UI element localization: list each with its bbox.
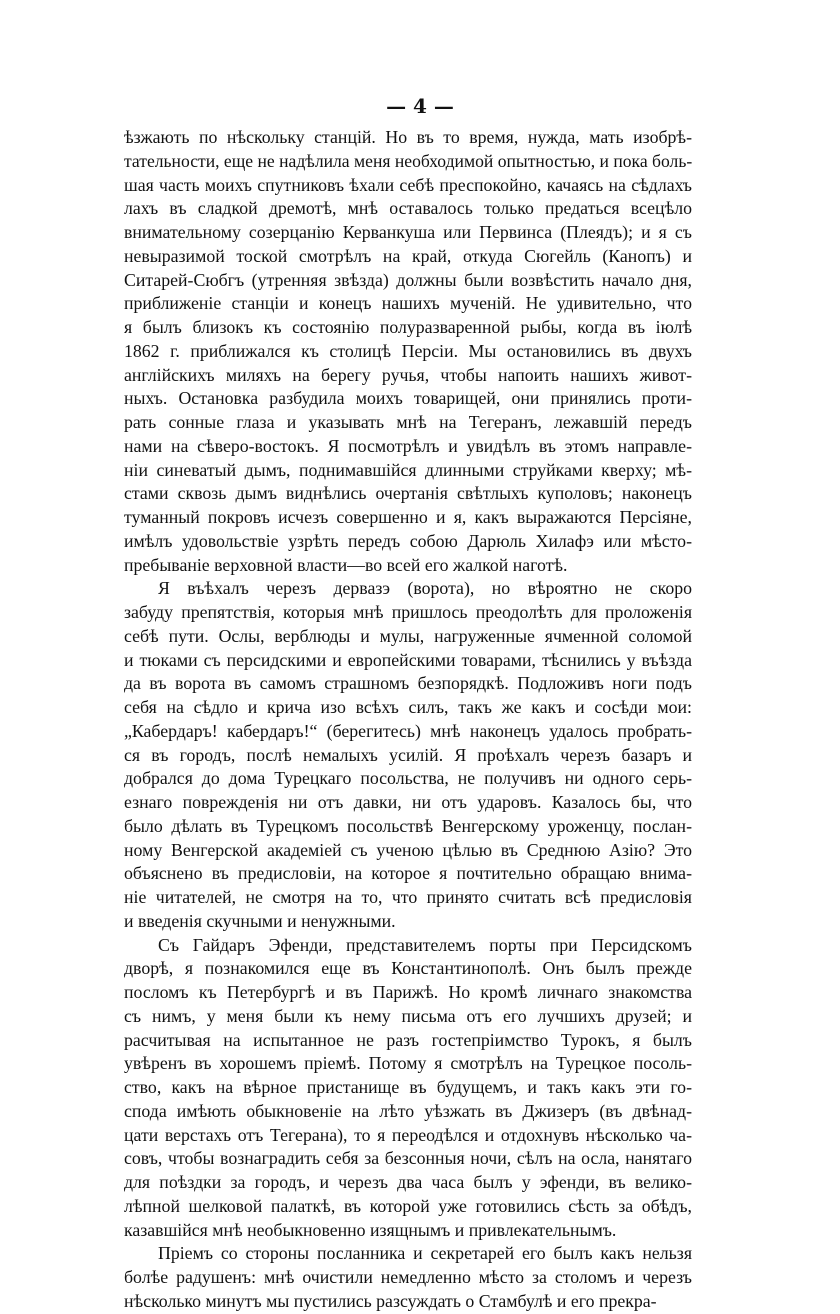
text-line: ному Венгерской академіей съ ученою цѣлью въ Среднюю Азію? Это (124, 839, 692, 860)
text-line: съ нимъ, у меня были къ нему письма отъ его лучшихъ друзей; и (124, 1005, 692, 1026)
text-line: 1862 г. приближался къ столицѣ Персіи. Мы остановились въ двухъ (124, 340, 692, 361)
paragraph (124, 577, 692, 933)
text-line: Пріемъ со стороны посланника и секретарей его былъ какъ нельзя (158, 1243, 692, 1264)
text-line: себѣ пути. Ослы, верблюды и мулы, нагруженные ячменной соломой (124, 625, 692, 646)
text-line: забуду препятствія, которыя мнѣ пришлось преодолѣть для проложенія (124, 602, 692, 622)
text-line: туманный покровъ исчезъ совершенно и я, какъ выражаются Персіяне, (124, 507, 692, 527)
text-line: болѣе радушенъ: мнѣ очистили немедленно мѣсто за столомъ и черезъ (124, 1267, 692, 1287)
text-line: для поѣздки за городъ, и черезъ два часа былъ у эфенди, въ велико- (124, 1172, 692, 1192)
text-line: я былъ близокъ къ состоянію полуразваренной рыбы, когда въ іюлѣ (124, 317, 692, 337)
text-line: спода имѣють обыкновеніе на лѣто уѣзжать въ Джизеръ (въ двѣнад- (124, 1100, 692, 1121)
text-line: ся въ городъ, послѣ немалыхъ усилій. Я проѣхалъ черезъ базаръ и (124, 744, 692, 765)
text-line: Съ Гайдаръ Эфенди, представителемъ порты при Персидскомъ (158, 934, 692, 955)
text-line: цати верстахъ отъ Тегерана), то я переодѣлся и отдохнувъ нѣсколько ча- (124, 1124, 692, 1145)
text-line: дворѣ, я познакомился еще въ Константинополѣ. Онъ былъ прежде (124, 958, 692, 979)
text-line: увѣренъ въ хорошемъ пріемѣ. Потому я смотрѣлъ на Турецкое посоль- (124, 1053, 692, 1074)
text-line: нѣсколько минутъ мы пустились разсуждать о Стамбулѣ и его прекра- (124, 1290, 657, 1311)
text-line: стами сквозь дымъ виднѣлись очертанія свѣтлыхъ куполовъ; наконецъ (124, 483, 692, 504)
text-line: ніе читателей, не смотря на то, что принято считать всѣ предисловія (124, 887, 692, 907)
text-line: „Кабердаръ! кабердаръ!“ (берегитесь) мнѣ наконецъ удалось пробрать- (124, 720, 692, 741)
text-line: тательности, еще не надѣлила меня необходимой опытностью, и пока боль- (124, 150, 692, 171)
text-line: ныхъ. Остановка разбудила моихъ товарищей, они принялись проти- (124, 388, 692, 409)
text-line: да въ ворота въ самомъ страшномъ безпорядкѣ. Подложивъ ноги подъ (124, 673, 692, 694)
paragraph (124, 1242, 692, 1313)
text-line: невыразимой тоской смотрѣлъ на край, откуда Сюгейль (Канопъ) и (124, 245, 692, 266)
text-line: пребываніе верховной власти—во всей его жалкой наготѣ. (124, 554, 568, 575)
text-line: добрался до дома Турецкаго посольства, не получивъ ни одного серь- (124, 768, 692, 789)
text-line: Я въѣхалъ черезъ дервазэ (ворота), но вѣроятно не скоро (158, 578, 692, 599)
text-line: расчитывая на испытанное не разъ гостепріимство Турокъ, я былъ (124, 1029, 692, 1050)
text-line: посломъ къ Петербургѣ и въ Парижѣ. Но кромѣ личнаго знакомства (124, 982, 692, 1002)
text-line: ніи синеватый дымъ, поднимавшійся длинными струйками кверху; мѣ- (124, 459, 692, 480)
text-line: ѣзжають по нѣскольку станцій. Но въ то время, нужда, мать изобрѣ- (124, 127, 692, 147)
text-line: казавшійся мнѣ необыкновенно изящнымъ и привлекательнымъ. (124, 1219, 617, 1240)
text-line: шая часть моихъ спутниковъ ѣхали себѣ преспокойно, качаясь на сѣдлахъ (124, 174, 692, 195)
text-line: нами на сѣверо-востокъ. Я посмотрѣлъ и увидѣлъ въ этомъ направле- (124, 435, 692, 456)
text-line: лахъ въ сладкой дремотѣ, мнѣ оставалось только предаться всецѣло (124, 198, 692, 219)
text-line: рать сонные глаза и указывать мнѣ на Тегеранъ, лежавшій передъ (124, 412, 692, 432)
text-line: было дѣлать въ Турецкомъ посольствѣ Венгерскому уроженцу, послан- (124, 815, 692, 836)
text-line: совъ, чтобы вознаградить себя за безсонныя ночи, сѣлъ на осла, нанятаго (124, 1148, 692, 1169)
text-line: имѣлъ удовольствіе узрѣть передъ собою Дарюль Хилафэ или мѣсто- (124, 530, 692, 551)
text-line: приближеніе станціи и конецъ нашихъ мученій. Не удивительно, что (124, 293, 692, 314)
text-line: объяснено въ предисловіи, на которое я почтительно обращаю внима- (124, 863, 692, 884)
text-line: Ситарей-Сюбгъ (утренняя звѣзда) должны были возвѣстить начало дня, (124, 269, 692, 290)
text-line: и введенія скучными и ненужными. (124, 910, 396, 931)
text-line: езнаго поврежденія ни отъ давки, ни отъ ударовъ. Казалось бы, что (124, 792, 692, 812)
text-line: себя на сѣдло и крича изо всѣхъ силъ, такъ же какъ и сосѣди мои: (124, 697, 692, 717)
body-text (124, 126, 692, 1314)
text-line: лѣпной шелковой палаткѣ, въ которой уже готовились сѣсть за обѣдъ, (124, 1195, 692, 1216)
paragraph (124, 126, 692, 577)
text-line: ство, какъ на вѣрное пристанище въ будущемъ, и такъ какъ эти го- (124, 1077, 692, 1097)
text-line: англійскихъ миляхъ на берегу ручья, чтобы напоить нашихъ живот- (124, 364, 692, 385)
page-number: — 4 — (386, 94, 454, 118)
text-line: и тюками съ персидскими и европейскими товарами, тѣснились у въѣзда (124, 649, 692, 670)
text-line: внимательному созерцанію Керванкуша или Первинса (Плеядъ); и я съ (124, 222, 692, 242)
paragraph (124, 934, 692, 1243)
